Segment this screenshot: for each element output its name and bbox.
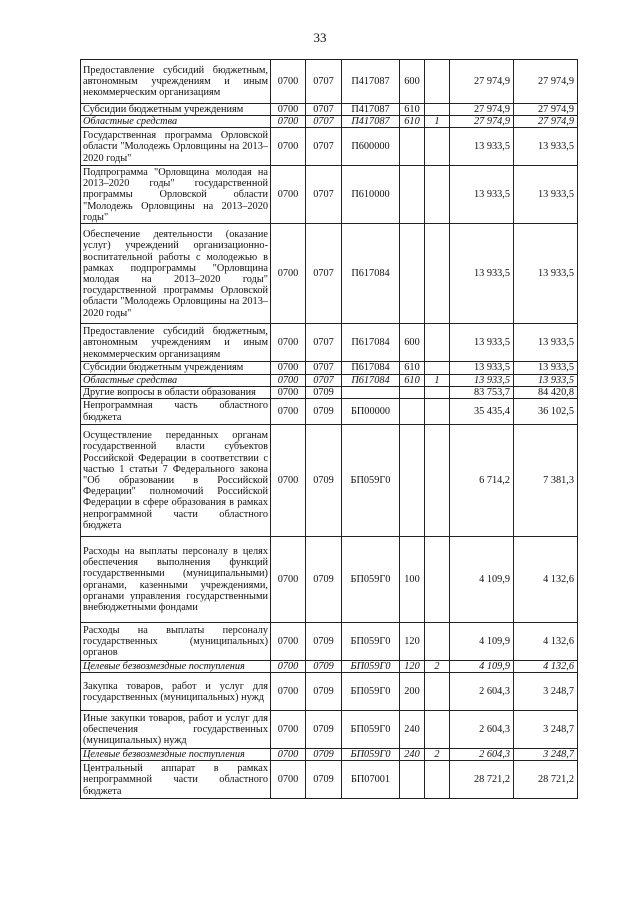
table-row xyxy=(81,673,578,711)
row-expense-type: 610 xyxy=(400,374,425,386)
row-section-code: 0700 xyxy=(271,399,306,425)
row-amount-year2: 13 933,5 xyxy=(514,224,578,324)
table-row xyxy=(81,623,578,661)
row-amount-year2: 84 420,8 xyxy=(514,386,578,398)
row-amount-year1: 28 721,2 xyxy=(450,761,514,799)
row-name: Целевые безвозмездные поступления xyxy=(81,661,271,673)
budget-table xyxy=(80,59,578,799)
row-section-code: 0700 xyxy=(271,673,306,711)
row-target-article: БП00000 xyxy=(342,399,400,425)
row-name: Расходы на выплаты персоналу в целях обеспечения выполнения функций государственными (муниципальными) органами, казенными учреждениями, органами управления государственными внебюджетными фондами xyxy=(81,537,271,623)
row-subsection-code: 0709 xyxy=(306,623,342,661)
row-amount-year1: 4 109,9 xyxy=(450,623,514,661)
row-expense-type: 240 xyxy=(400,711,425,749)
row-source-code: 1 xyxy=(425,116,450,128)
row-source-code xyxy=(425,60,450,104)
row-source-code: 1 xyxy=(425,374,450,386)
row-subsection-code: 0707 xyxy=(306,374,342,386)
row-amount-year1: 2 604,3 xyxy=(450,673,514,711)
row-subsection-code: 0707 xyxy=(306,224,342,324)
row-name: Непрограммная часть областного бюджета xyxy=(81,399,271,425)
row-amount-year2: 3 248,7 xyxy=(514,749,578,761)
row-source-code xyxy=(425,324,450,362)
table-row xyxy=(81,324,578,362)
row-subsection-code: 0707 xyxy=(306,166,342,224)
row-name: Субсидии бюджетным учреждениям xyxy=(81,362,271,374)
row-source-code xyxy=(425,537,450,623)
row-name: Закупка товаров, работ и услуг для государственных (муниципальных) нужд xyxy=(81,673,271,711)
row-subsection-code: 0709 xyxy=(306,673,342,711)
row-amount-year2: 13 933,5 xyxy=(514,362,578,374)
row-amount-year1: 13 933,5 xyxy=(450,166,514,224)
row-target-article: БП059Г0 xyxy=(342,425,400,537)
row-source-code: 2 xyxy=(425,661,450,673)
row-amount-year1: 27 974,9 xyxy=(450,116,514,128)
row-name: Целевые безвозмездные поступления xyxy=(81,749,271,761)
table-row xyxy=(81,362,578,374)
row-name: Другие вопросы в области образования xyxy=(81,386,271,398)
table-row xyxy=(81,104,578,116)
row-name: Субсидии бюджетным учреждениям xyxy=(81,104,271,116)
row-target-article: П617084 xyxy=(342,362,400,374)
row-amount-year2: 13 933,5 xyxy=(514,374,578,386)
row-expense-type: 610 xyxy=(400,116,425,128)
row-target-article: БП059Г0 xyxy=(342,711,400,749)
row-name: Областные средства xyxy=(81,116,271,128)
row-source-code xyxy=(425,224,450,324)
row-amount-year2: 4 132,6 xyxy=(514,537,578,623)
row-name: Центральный аппарат в рамках непрограммной части областного бюджета xyxy=(81,761,271,799)
row-expense-type xyxy=(400,761,425,799)
row-target-article: П617084 xyxy=(342,224,400,324)
row-expense-type: 120 xyxy=(400,661,425,673)
table-row xyxy=(81,60,578,104)
row-section-code: 0700 xyxy=(271,166,306,224)
row-subsection-code: 0707 xyxy=(306,324,342,362)
row-source-code xyxy=(425,104,450,116)
row-source-code xyxy=(425,711,450,749)
row-target-article: БП07001 xyxy=(342,761,400,799)
row-amount-year1: 13 933,5 xyxy=(450,362,514,374)
row-source-code xyxy=(425,623,450,661)
row-subsection-code: 0707 xyxy=(306,104,342,116)
row-section-code: 0700 xyxy=(271,386,306,398)
row-amount-year2: 27 974,9 xyxy=(514,116,578,128)
row-amount-year1: 4 109,9 xyxy=(450,661,514,673)
row-subsection-code: 0709 xyxy=(306,661,342,673)
row-source-code xyxy=(425,362,450,374)
table-row xyxy=(81,749,578,761)
row-amount-year1: 27 974,9 xyxy=(450,60,514,104)
row-amount-year1: 4 109,9 xyxy=(450,537,514,623)
table-row xyxy=(81,116,578,128)
page-number: 33 xyxy=(313,30,327,45)
row-source-code xyxy=(425,425,450,537)
row-section-code: 0700 xyxy=(271,623,306,661)
row-subsection-code: 0709 xyxy=(306,711,342,749)
row-name: Предоставление субсидий бюджетным, автономным учреждениям и иным некоммерческим организациям xyxy=(81,324,271,362)
row-target-article: П617084 xyxy=(342,324,400,362)
table-row xyxy=(81,537,578,623)
row-target-article: П417087 xyxy=(342,104,400,116)
row-amount-year2: 27 974,9 xyxy=(514,60,578,104)
row-name: Предоставление субсидий бюджетным, автономным учреждениям и иным некоммерческим организациям xyxy=(81,60,271,104)
row-source-code xyxy=(425,673,450,711)
row-subsection-code: 0709 xyxy=(306,399,342,425)
row-amount-year2: 36 102,5 xyxy=(514,399,578,425)
row-amount-year1: 13 933,5 xyxy=(450,128,514,166)
row-expense-type xyxy=(400,166,425,224)
row-subsection-code: 0709 xyxy=(306,749,342,761)
row-amount-year2: 13 933,5 xyxy=(514,128,578,166)
row-section-code: 0700 xyxy=(271,749,306,761)
row-target-article: БП059Г0 xyxy=(342,537,400,623)
row-expense-type: 600 xyxy=(400,324,425,362)
row-amount-year1: 35 435,4 xyxy=(450,399,514,425)
row-subsection-code: 0709 xyxy=(306,425,342,537)
row-section-code: 0700 xyxy=(271,661,306,673)
row-name: Расходы на выплаты персоналу государственных (муниципальных) органов xyxy=(81,623,271,661)
row-expense-type: 240 xyxy=(400,749,425,761)
row-source-code: 2 xyxy=(425,749,450,761)
row-name: Иные закупки товаров, работ и услуг для обеспечения государственных (муниципальных) нужд xyxy=(81,711,271,749)
table-row xyxy=(81,224,578,324)
row-expense-type xyxy=(400,224,425,324)
row-name: Обеспечение деятельности (оказание услуг) учреждений организационно-воспитательной работы с молодежью в рамках подпрограммы "Орловщина молодая на 2013–2020 годы" государственной программы Орловской области "Молодежь Орловщины на 2013–2020 годы" xyxy=(81,224,271,324)
row-target-article: П617084 xyxy=(342,374,400,386)
row-amount-year2: 4 132,6 xyxy=(514,623,578,661)
row-section-code: 0700 xyxy=(271,362,306,374)
table-row xyxy=(81,761,578,799)
row-target-article: П610000 xyxy=(342,166,400,224)
row-amount-year1: 13 933,5 xyxy=(450,324,514,362)
row-target-article xyxy=(342,386,400,398)
row-subsection-code: 0707 xyxy=(306,362,342,374)
row-amount-year1: 83 753,7 xyxy=(450,386,514,398)
row-target-article: БП059Г0 xyxy=(342,661,400,673)
row-expense-type xyxy=(400,399,425,425)
row-expense-type: 610 xyxy=(400,104,425,116)
row-section-code: 0700 xyxy=(271,761,306,799)
row-amount-year1: 27 974,9 xyxy=(450,104,514,116)
row-subsection-code: 0707 xyxy=(306,116,342,128)
table-row xyxy=(81,386,578,398)
row-expense-type: 600 xyxy=(400,60,425,104)
row-amount-year2: 7 381,3 xyxy=(514,425,578,537)
row-section-code: 0700 xyxy=(271,324,306,362)
row-expense-type xyxy=(400,386,425,398)
row-source-code xyxy=(425,386,450,398)
row-target-article: БП059Г0 xyxy=(342,623,400,661)
row-expense-type xyxy=(400,128,425,166)
row-expense-type: 200 xyxy=(400,673,425,711)
row-section-code: 0700 xyxy=(271,537,306,623)
table-row xyxy=(81,166,578,224)
table-row xyxy=(81,661,578,673)
row-section-code: 0700 xyxy=(271,128,306,166)
row-section-code: 0700 xyxy=(271,116,306,128)
row-amount-year2: 13 933,5 xyxy=(514,324,578,362)
table-row xyxy=(81,399,578,425)
row-expense-type: 610 xyxy=(400,362,425,374)
row-amount-year1: 13 933,5 xyxy=(450,374,514,386)
row-section-code: 0700 xyxy=(271,104,306,116)
table-row xyxy=(81,425,578,537)
row-amount-year2: 27 974,9 xyxy=(514,104,578,116)
row-section-code: 0700 xyxy=(271,224,306,324)
row-name: Государственная программа Орловской области "Молодежь Орловщины на 2013–2020 годы" xyxy=(81,128,271,166)
row-amount-year1: 6 714,2 xyxy=(450,425,514,537)
row-source-code xyxy=(425,128,450,166)
row-amount-year1: 13 933,5 xyxy=(450,224,514,324)
row-section-code: 0700 xyxy=(271,711,306,749)
row-source-code xyxy=(425,761,450,799)
row-name: Областные средства xyxy=(81,374,271,386)
table-row xyxy=(81,711,578,749)
row-section-code: 0700 xyxy=(271,425,306,537)
row-target-article: БП059Г0 xyxy=(342,673,400,711)
row-section-code: 0700 xyxy=(271,60,306,104)
row-subsection-code: 0707 xyxy=(306,60,342,104)
row-subsection-code: 0709 xyxy=(306,761,342,799)
row-section-code: 0700 xyxy=(271,374,306,386)
row-source-code xyxy=(425,399,450,425)
budget-table-body xyxy=(81,60,578,799)
row-amount-year2: 3 248,7 xyxy=(514,673,578,711)
row-name: Осуществление переданных органам государственной власти субъектов Российской Федерации в соответствии с частью 1 статьи 7 Федерального закона "Об образовании в Российской Федерации" полномочий Российской Федерации в сфере образования в рамках непрограммной части областного бюджета xyxy=(81,425,271,537)
row-amount-year2: 4 132,6 xyxy=(514,661,578,673)
row-amount-year2: 3 248,7 xyxy=(514,711,578,749)
row-subsection-code: 0707 xyxy=(306,128,342,166)
row-target-article: П417087 xyxy=(342,60,400,104)
row-subsection-code: 0709 xyxy=(306,386,342,398)
table-row xyxy=(81,128,578,166)
table-row xyxy=(81,374,578,386)
row-name: Подпрограмма "Орловщина молодая на 2013–2020 годы" государственной программы Орловской области "Молодежь Орловщины на 2013–2020 годы" xyxy=(81,166,271,224)
row-expense-type: 100 xyxy=(400,537,425,623)
row-amount-year2: 13 933,5 xyxy=(514,166,578,224)
row-amount-year1: 2 604,3 xyxy=(450,749,514,761)
row-target-article: П417087 xyxy=(342,116,400,128)
row-source-code xyxy=(425,166,450,224)
row-target-article: П600000 xyxy=(342,128,400,166)
row-expense-type xyxy=(400,425,425,537)
row-amount-year2: 28 721,2 xyxy=(514,761,578,799)
row-amount-year1: 2 604,3 xyxy=(450,711,514,749)
row-expense-type: 120 xyxy=(400,623,425,661)
row-subsection-code: 0709 xyxy=(306,537,342,623)
row-target-article: БП059Г0 xyxy=(342,749,400,761)
